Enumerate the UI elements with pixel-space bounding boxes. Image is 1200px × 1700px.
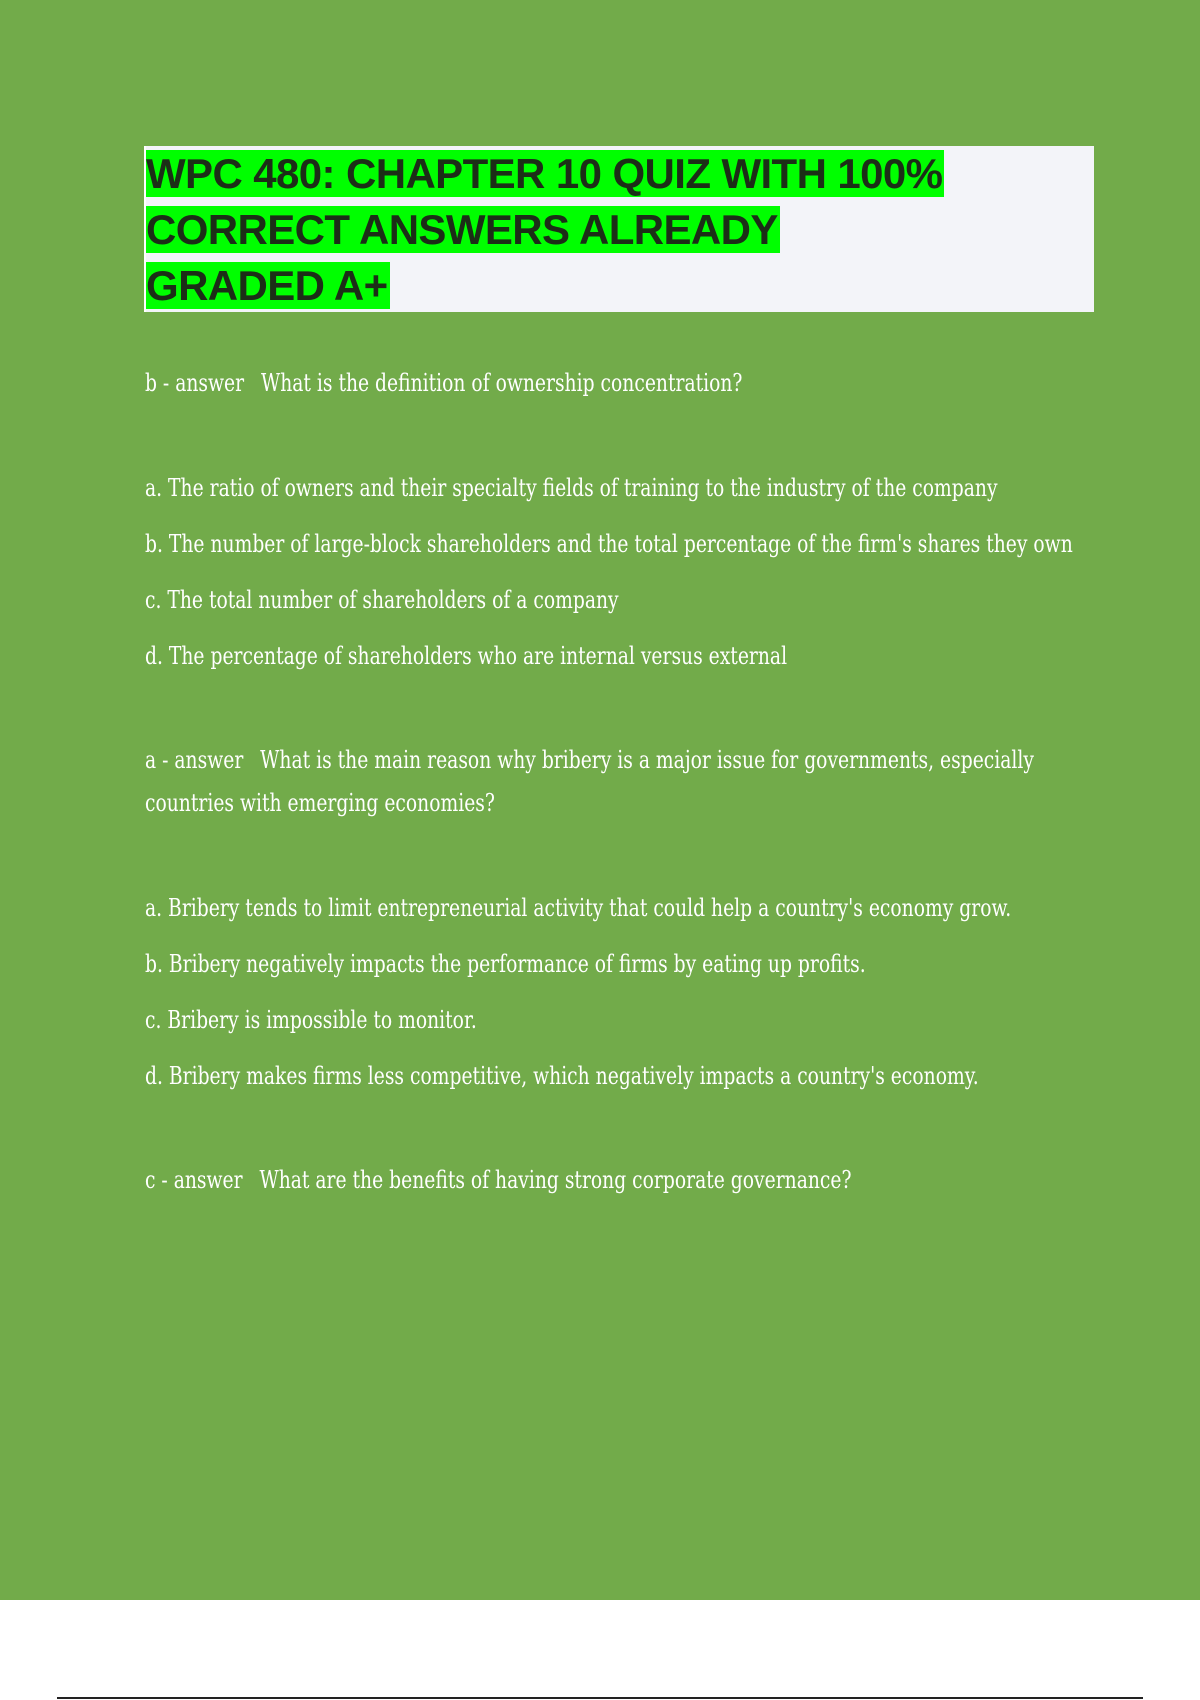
- answer-tag: c - answer: [145, 1166, 243, 1194]
- option-c: c. The total number of shareholders of a company: [145, 586, 619, 614]
- title-line-1: WPC 480: CHAPTER 10 QUIZ WITH 100%: [146, 150, 943, 197]
- footer-divider: [57, 1697, 1143, 1699]
- question-1: [145, 362, 1081, 405]
- question-text: What is the definition of ownership concentration?: [260, 369, 743, 397]
- title-block: [144, 146, 1094, 312]
- answer-tag: a - answer: [145, 746, 244, 774]
- quiz-content: [145, 362, 1085, 1264]
- option-a: a. The ratio of owners and their specialty fields of training to the industry of the company: [145, 474, 998, 502]
- option-d: d. Bribery makes firms less competitive, which negatively impacts a country's economy.: [145, 1062, 979, 1090]
- question-text: What are the benefits of having strong corporate governance?: [259, 1166, 852, 1194]
- question-2: [145, 739, 1093, 825]
- options-list-1: [145, 467, 1085, 677]
- option-b: b. The number of large-block shareholders and the total percentage of the firm's shares they own: [145, 530, 1073, 558]
- question-3: [145, 1159, 1081, 1202]
- title-line-2: CORRECT ANSWERS ALREADY: [146, 206, 778, 253]
- options-list-2: [145, 887, 1085, 1097]
- option-d: d. The percentage of shareholders who are internal versus external: [145, 642, 788, 670]
- answer-tag: b - answer: [145, 369, 245, 397]
- option-b: b. Bribery negatively impacts the performance of firms by eating up profits.: [145, 950, 866, 978]
- option-c: c. Bribery is impossible to monitor.: [145, 1006, 477, 1034]
- document-title: [146, 146, 1094, 314]
- question-text: What is the main reason why bribery is a major issue for governments, especially countries with emerging economies?: [145, 746, 1034, 817]
- title-line-3: GRADED A+: [146, 262, 388, 309]
- option-a: a. Bribery tends to limit entrepreneurial activity that could help a country's economy grow.: [145, 894, 1012, 922]
